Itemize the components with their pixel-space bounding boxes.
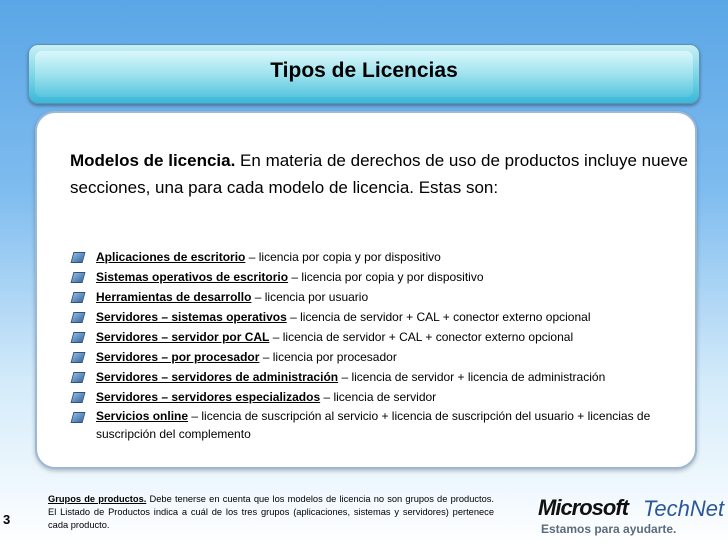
list-item-name: Aplicaciones de escritorio: [96, 250, 246, 264]
intro-paragraph: [70, 147, 690, 201]
list-item-desc: – licencia por copia y por dispositivo: [288, 270, 484, 284]
microsoft-technet-logo: [538, 495, 724, 541]
list-item-desc: – licencia por procesador: [259, 350, 397, 364]
list-item: [96, 267, 696, 287]
list-item-name: Servidores – servidores de administración: [96, 370, 339, 384]
slide-title: Tipos de Licencias: [270, 59, 458, 82]
logo-technet-wordmark: TechNet: [643, 496, 725, 521]
title-banner: [28, 44, 700, 104]
list-item-name: Herramientas de desarrollo: [96, 290, 252, 304]
list-item-desc: – licencia de servidor + CAL + conector externo opcional: [269, 330, 574, 344]
list-item-name: Servidores – sistemas operativos: [96, 310, 287, 324]
footer-note: [48, 493, 494, 532]
list-item: [96, 367, 696, 387]
logo-microsoft-wordmark: Microsoft: [538, 495, 628, 520]
logo-tagline: Estamos para ayudarte.: [541, 522, 677, 536]
list-item-name: Servidores – servidores especializados: [96, 390, 321, 404]
list-item: [96, 247, 696, 267]
list-item: [96, 387, 696, 407]
list-item: [96, 307, 696, 327]
list-item-name: Sistemas operativos de escritorio: [96, 270, 289, 284]
intro-lead: Modelos de licencia.: [70, 151, 236, 170]
list-item: [96, 327, 696, 347]
list-item-desc: – licencia por copia y por dispositivo: [245, 250, 441, 264]
list-item-name: Servidores – servidor por CAL: [96, 330, 270, 344]
license-model-list: [96, 247, 696, 443]
list-item: [96, 347, 696, 367]
list-item-desc: – licencia de servidor + licencia de administración: [338, 370, 606, 384]
list-item: [96, 287, 696, 307]
list-item-name: Servicios online: [96, 409, 189, 423]
list-item-name: Servidores – por procesador: [96, 350, 260, 364]
footer-body: Debe tenerse en cuenta que los modelos de licencia no son grupos de productos. El Listado de Productos indica a cuál de los tres grupos (aplicaciones, sistemas y servidores) pertenece cada producto.: [48, 494, 494, 530]
list-item-desc: – licencia de servidor + CAL + conector externo opcional: [286, 310, 591, 324]
list-item-desc: – licencia de suscripción al servicio + licencia de suscripción del usuario + licencias de suscripción del complemento: [96, 409, 651, 441]
list-item-desc: – licencia por usuario: [251, 290, 369, 304]
intro-text: En materia de derechos de uso de productos incluye nueve secciones, una para cada modelo de licencia. Estas son:: [70, 151, 689, 197]
list-item-desc: – licencia de servidor: [320, 390, 437, 404]
list-item: [96, 407, 696, 443]
page-number: 3: [3, 512, 11, 527]
footer-lead: Grupos de productos.: [48, 494, 147, 504]
